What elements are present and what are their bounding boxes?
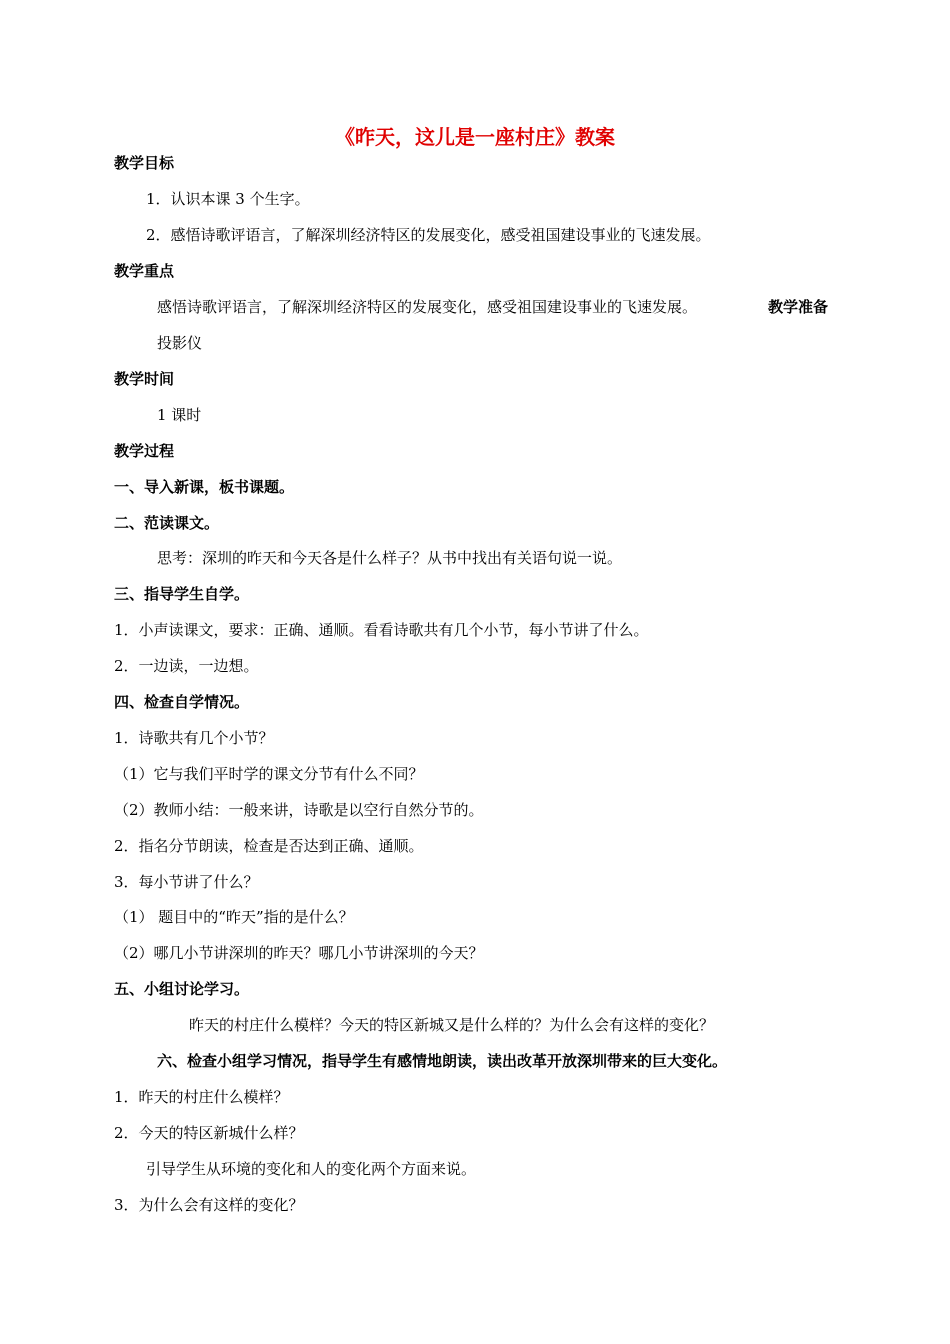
step-4-item-1: 1．诗歌共有几个小节？	[114, 729, 274, 747]
step-6-item-2: 2．今天的特区新城什么样？	[114, 1124, 304, 1142]
key-heading: 教学重点	[114, 262, 175, 280]
time-heading: 教学时间	[114, 370, 175, 388]
step-4-item-2: 2．指名分节朗读，检查是否达到正确、通顺。	[114, 837, 424, 855]
step-4-item-3b: （2）哪几小节讲深圳的昨天？哪几小节讲深圳的今天？	[114, 944, 484, 962]
step-2-think: 思考：深圳的昨天和今天各是什么样子？从书中找出有关语句说一说。	[157, 549, 623, 567]
step-4-heading: 四、检查自学情况。	[114, 693, 250, 711]
step-3-item-2: 2．一边读，一边想。	[114, 657, 259, 675]
step-6-item-3: 3．为什么会有这样的变化？	[114, 1196, 304, 1214]
step-6-heading: 六、检查小组学习情况，指导学生有感情地朗读，读出改革开放深圳带来的巨大变化。	[157, 1052, 728, 1070]
step-5-heading: 五、小组讨论学习。	[114, 980, 250, 998]
step-4-item-1b: （2）教师小结：一般来讲，诗歌是以空行自然分节的。	[114, 801, 484, 819]
key-text: 感悟诗歌评语言，了解深圳经济特区的发展变化，感受祖国建设事业的飞速发展。	[157, 298, 698, 316]
step-4-item-1a: （1）它与我们平时学的课文分节有什么不同？	[114, 765, 424, 783]
step-6-item-2-note: 引导学生从环境的变化和人的变化两个方面来说。	[146, 1160, 477, 1178]
page-title: 《昨天，这儿是一座村庄》教案	[335, 125, 615, 149]
step-4-item-3: 3．每小节讲了什么？	[114, 873, 259, 891]
time-text: 1 课时	[157, 406, 202, 424]
goal-heading: 教学目标	[114, 154, 175, 172]
step-3-heading: 三、指导学生自学。	[114, 585, 250, 603]
prep-heading: 教学准备	[768, 298, 829, 316]
step-6-item-1: 1．昨天的村庄什么模样？	[114, 1088, 289, 1106]
process-heading: 教学过程	[114, 442, 175, 460]
step-3-item-1: 1．小声读课文，要求：正确、通顺。看看诗歌共有几个小节，每小节讲了什么。	[114, 621, 649, 639]
step-5-question: 昨天的村庄什么模样？今天的特区新城又是什么样的？为什么会有这样的变化？	[189, 1016, 715, 1034]
goal-item-2: 2．感悟诗歌评语言，了解深圳经济特区的发展变化，感受祖国建设事业的飞速发展。	[146, 226, 711, 244]
step-2-heading: 二、范读课文。	[114, 514, 220, 532]
step-1-heading: 一、导入新课，板书课题。	[114, 478, 295, 496]
step-4-item-3a: （1） 题目中的“昨天”指的是什么？	[114, 908, 354, 926]
prep-text: 投影仪	[157, 334, 203, 352]
goal-item-1: 1．认识本课 3 个生字。	[146, 190, 310, 208]
